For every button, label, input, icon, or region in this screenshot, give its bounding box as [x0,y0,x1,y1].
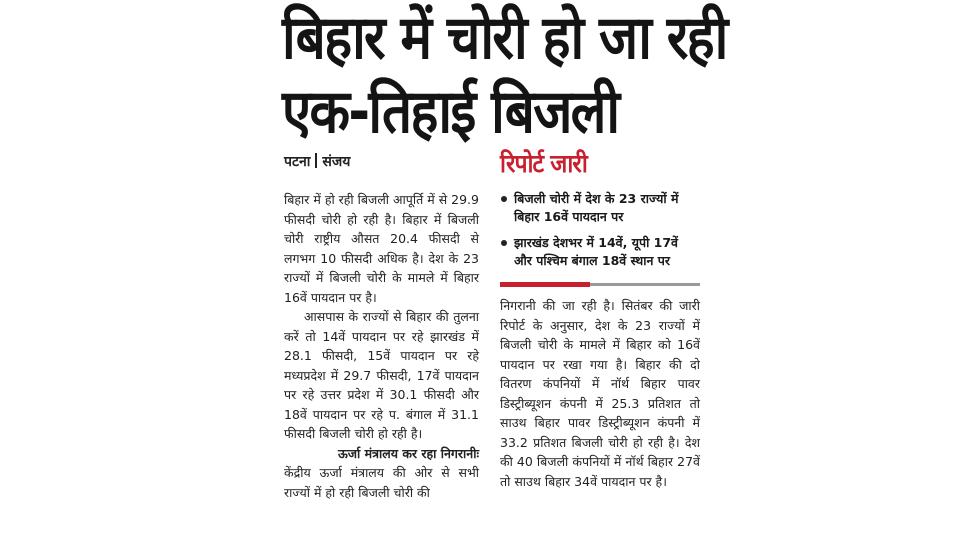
bullet-item [500,234,700,270]
bullet-icon [501,240,507,246]
article-paragraph: निगरानी की जा रही है। सितंबर की जारी रिपोर्ट के अनुसार, देश के 23 राज्यों में बिजली चोरी के मामले में बिहार को 16वें पायदान पर रखा गया है। बिहार की दो वितरण कंपनियों में नॉर्थ बिहार पावर डिस्ट्रीब्यूशन कंपनी में 25.3 प्रतिशत तो साउथ बिहार पावर डिस्ट्रीब्यूशन कंपनी में 33.2 प्रतिशत बिजली चोरी हो रही है। देश की 40 बिजली कंपनियों में नॉर्थ बिहार 27वें तो साउथ बिहार 34वें पायदान पर है। [500,298,700,489]
article-subhead: ऊर्जा मंत्रालय कर रहा निगरानीः [337,445,479,461]
headline-line-2: एक-तिहाई बिजली [282,77,619,147]
bullet-item [500,190,700,226]
byline-separator [315,153,317,168]
report-title: रिपोर्ट जारी [500,149,587,178]
article-column-2 [500,296,700,491]
article-paragraph: केंद्रीय ऊर्जा मंत्रालय की ओर से सभी राज्यों में हो रही बिजली चोरी की [284,465,479,500]
byline-place: पटना [284,154,311,170]
bullet-text: झारखंड देशभर में 14वें, यूपी 17वें और पश्चिम बंगाल 18वें स्थान पर [514,235,679,268]
article-column-1 [284,190,479,502]
report-bullets [500,190,700,278]
bullet-icon [501,196,507,202]
byline-author: संजय [322,154,351,170]
headline-line-1: बिहार में चोरी हो जा रही [282,3,727,73]
article-paragraph: आसपास के राज्यों से बिहार की तुलना करें तो 14वें पायदान पर रहे झारखंड में 28.1 फीसदी, 15वें पायदान पर रहे मध्यप्रदेश में 29.7 फीसदी, 17वें पायदान पर रहे उत्तर प्रदेश में 30.1 फीसदी और 18वें पायदान पर रहे प. बंगाल में 31.1 फीसदी बिजली चोरी हो रही है। [284,309,479,441]
divider-grey [590,283,700,286]
article-paragraph: बिहार में हो रही बिजली आपूर्ति में से 29.9 फीसदी चोरी हो रही है। बिहार में बिजली चोरी राष्ट्रीय औसत 20.4 फीसदी से लगभग 10 फीसदी अधिक है। देश के 23 राज्यों में बिजली चोरी के मामले में बिहार 16वें पायदान पर है। [284,192,479,305]
bullet-text: बिजली चोरी में देश के 23 राज्यों में बिहार 16वें पायदान पर [514,191,679,224]
divider-red [500,282,590,287]
byline [284,152,350,171]
